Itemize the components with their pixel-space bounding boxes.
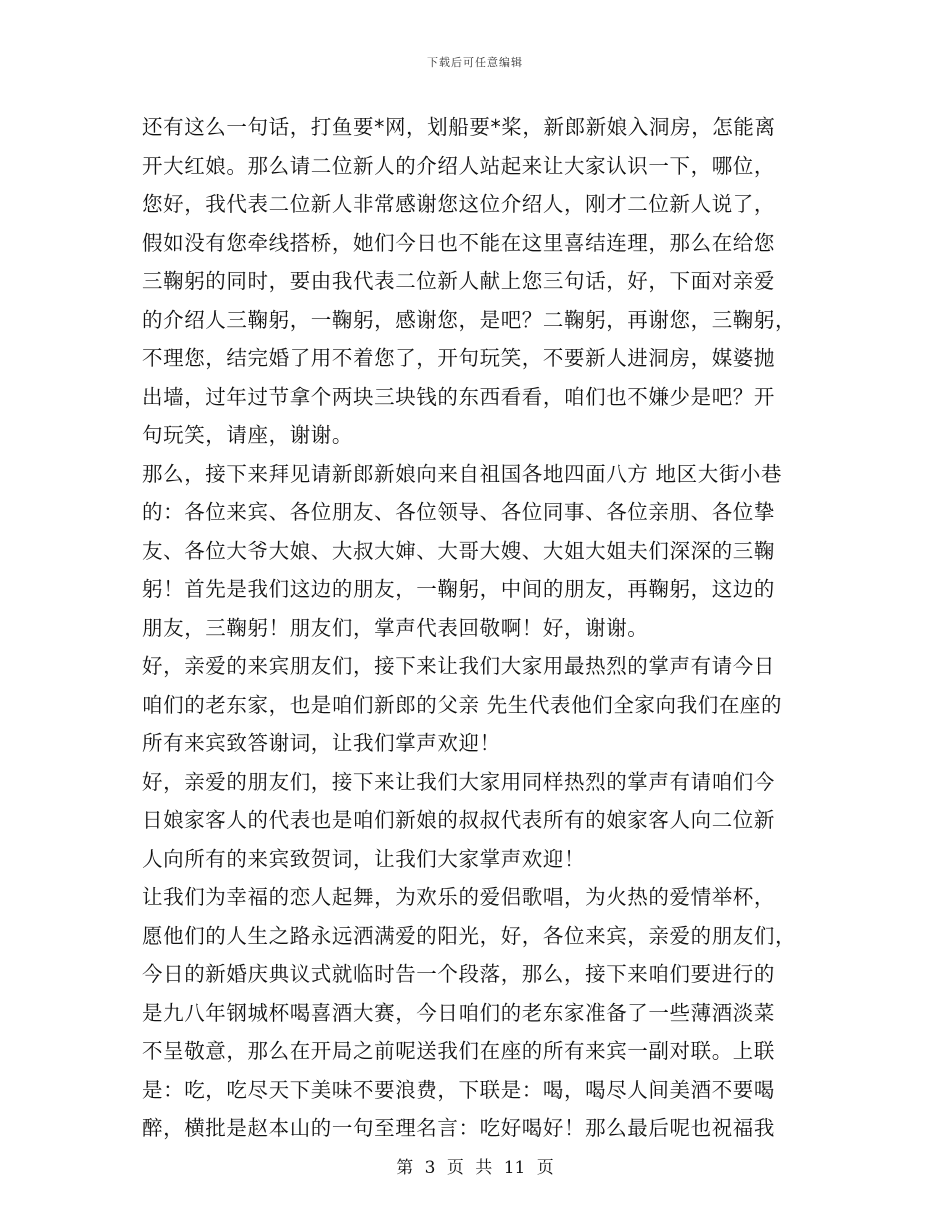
text-line: 人向所有的来宾致贺词，让我们大家掌声欢迎！ bbox=[142, 846, 586, 871]
text-line: 咱们的老东家，也是咱们新郎的父亲 先生代表他们全家向我们在座的 bbox=[142, 692, 783, 717]
text-line: 还有这么一句话，打鱼要*网，划船要*桨，新郎新娘入洞房，怎能离 bbox=[142, 115, 776, 139]
text-line: 醉，横批是赵本山的一句至理名言：吃好喝好！那么最后呢也祝福我 bbox=[142, 1116, 775, 1140]
text-line: 句玩笑，请座，谢谢。 bbox=[142, 423, 353, 447]
text-line: 所有来宾致答谢词，让我们掌声欢迎！ bbox=[142, 731, 501, 755]
text-line: 好，亲爱的朋友们，接下来让我们大家用同样热烈的掌声有请咱们今 bbox=[142, 769, 775, 794]
text-line: 日娘家客人的代表也是咱们新娘的叔叔代表所有的娘家客人向二位新 bbox=[142, 808, 775, 832]
text-line: 假如没有您牵线搭桥，她们今日也不能在这里喜结连理，那么在给您 bbox=[142, 230, 775, 255]
text-line: 不呈敬意，那么在开局之前呢送我们在座的所有来宾一副对联。上联 bbox=[142, 1039, 775, 1063]
text-line: 不理您，结完婚了用不着您了，开句玩笑，不要新人进洞房，媒婆抛 bbox=[142, 346, 775, 370]
text-line: 的介绍人三鞠躬，一鞠躬，感谢您，是吧？二鞠躬，再谢您，三鞠躬， bbox=[142, 307, 797, 332]
text-line: 是九八年钢城杯喝喜酒大赛，今日咱们的老东家准备了一些薄酒淡菜 bbox=[142, 1000, 775, 1025]
text-line: 友、各位大爷大娘、大叔大婶、大哥大嫂、大姐大姐夫们深深的三鞠 bbox=[142, 538, 775, 563]
text-line: 的：各位来宾、各位朋友、各位领导、各位同事、各位亲朋、各位挚 bbox=[142, 500, 775, 524]
text-line: 躬！首先是我们这边的朋友，一鞠躬，中间的朋友，再鞠躬，这边的 bbox=[142, 577, 775, 601]
text-line: 好，亲爱的来宾朋友们，接下来让我们大家用最热烈的掌声有请今日 bbox=[142, 654, 775, 678]
text-line: 您好，我代表二位新人非常感谢您这位介绍人，刚才二位新人说了， bbox=[142, 192, 775, 216]
text-line: 愿他们的人生之路永远洒满爱的阳光，好，各位来宾，亲爱的朋友们， bbox=[142, 923, 797, 948]
text-line: 三鞠躬的同时，要由我代表二位新人献上您三句话，好，下面对亲爱 bbox=[142, 269, 775, 293]
text-line: 让我们为幸福的恋人起舞，为欢乐的爱侣歌唱，为火热的爱情举杯， bbox=[142, 885, 775, 909]
page-header: 下载后可任意编辑 bbox=[427, 56, 523, 69]
page-number: 第 3 页 共 11 页 bbox=[396, 1158, 554, 1178]
text-line: 那么，接下来拜见请新郎新娘向来自祖国各地四面八方 地区大街小巷 bbox=[142, 461, 783, 486]
document-body bbox=[142, 108, 810, 1148]
text-line: 开大红娘。那么请二位新人的介绍人站起来让大家认识一下，哪位， bbox=[142, 153, 775, 178]
text-line: 朋友，三鞠躬！朋友们，掌声代表回敬啊！好，谢谢。 bbox=[142, 615, 649, 640]
text-line: 出墙，过年过节拿个两块三块钱的东西看看，咱们也不嫌少是吧？开 bbox=[142, 384, 775, 409]
text-line: 是：吃，吃尽天下美味不要浪费，下联是：喝，喝尽人间美酒不要喝 bbox=[142, 1077, 775, 1102]
text-line: 今日的新婚庆典议式就临时告一个段落，那么，接下来咱们要进行的 bbox=[142, 962, 775, 986]
